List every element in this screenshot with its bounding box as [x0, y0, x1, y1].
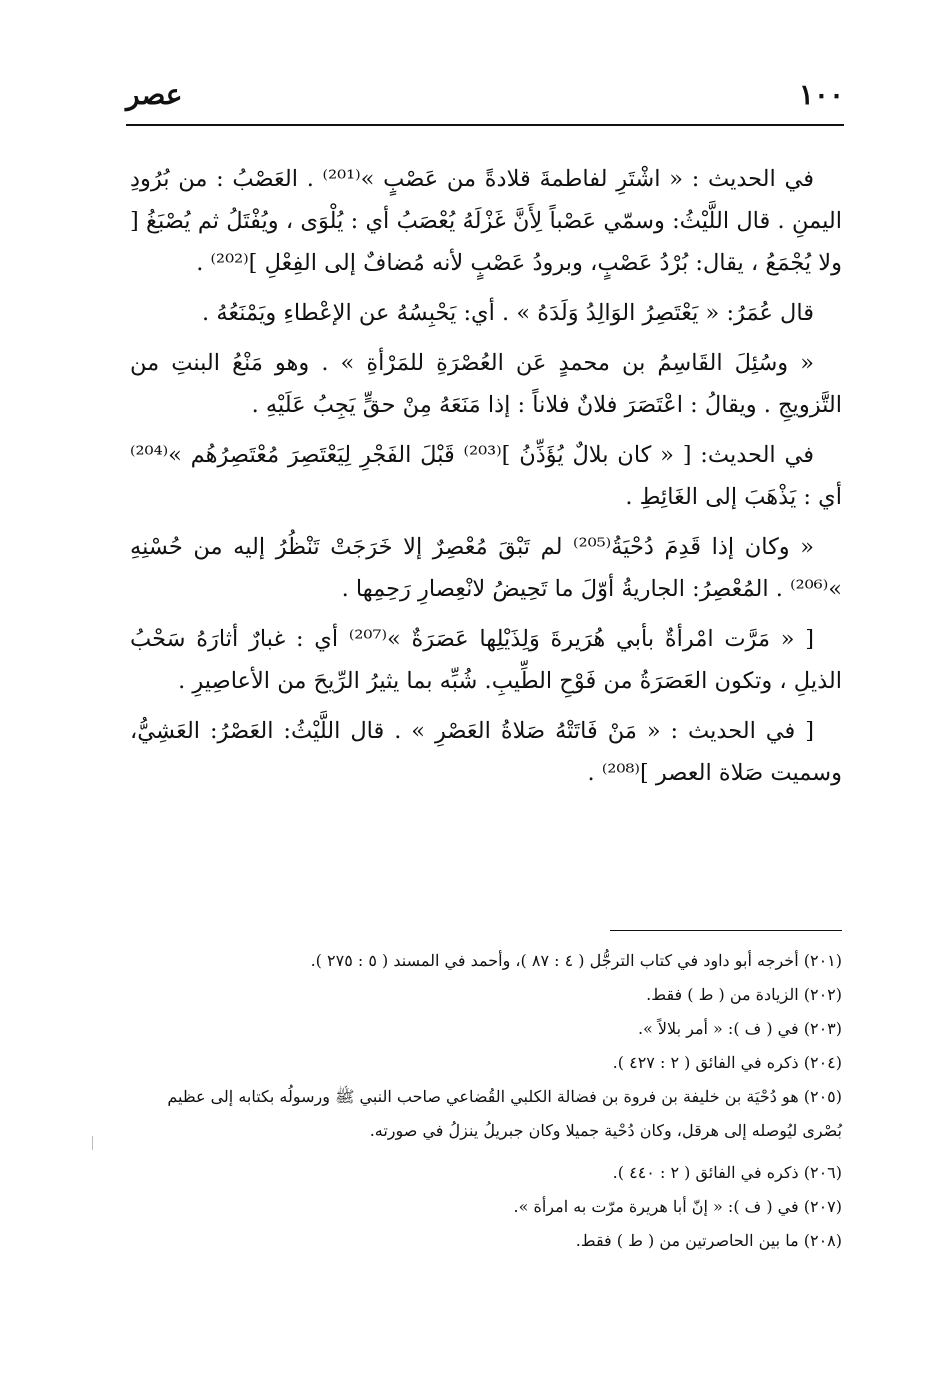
- header-rule: [126, 124, 844, 126]
- footnote: (٢٠٤) ذكره في الفائق ( ٢ : ٤٢٧ ).: [612, 1053, 842, 1072]
- footnote: (٢٠٧) في ( ف ): « إنّ أبا هريرة مرّت به امرأة ».: [513, 1197, 842, 1216]
- footnote-separator: [610, 930, 842, 931]
- main-text: [130, 158, 842, 802]
- footnote: (٢٠٢) الزيادة من ( ط ) فقط.: [646, 985, 842, 1004]
- paragraph: [ في الحديث : « مَنْ فَاتَتْهُ صَلاةُ العَصْرِ » . قال اللَّيْثُ: العَصْرُ: العَشِيُّ، وسميت صَلاة العصر ]⁽²⁰⁸⁾ .: [130, 718, 842, 786]
- footnote: (٢٠٣) في ( ف ): « أمر بلالاً ».: [637, 1019, 842, 1038]
- footnote: (٢٠٨) ما بين الحاصرتين من ( ط ) فقط.: [575, 1231, 842, 1250]
- page-header: [126, 78, 844, 118]
- footnote: (٢٠٥) هو دُحْيَة بن خليفة بن فروة بن فضالة الكلبي القُضاعي صاحب النبي ﷺ ورسولُه بكتابه إلى عظيم بُصْرى ليُوصله إلى هرقل، وكان دُحْية جميلا وكان جبريلُ ينزلُ في صورته.: [167, 1087, 842, 1140]
- paragraph: « وسُئِلَ القَاسِمُ بن محمدٍ عَن العُصْرَةِ للمَرْأةِ » . وهو مَنْعُ البنتِ من التَّزويجِ . ويقالُ : اعْتَصَرَ فلانٌ فلاناً : إذا مَنَعَهُ مِنْ حقٍّ يَجِبُ عَلَيْهِ .: [130, 350, 842, 418]
- footnotes: [130, 944, 842, 1258]
- paragraph: في الحديث : « اشْتَرِ لفاطمةَ قلادةً من عَصْبٍ »⁽²⁰¹⁾ . العَصْبُ : من بُرُودِ اليمنِ . قال اللَّيْثُ: وسمّي عَصْباً لِأَنَّ غَزْلَهُ يُعْصَبُ أي : يُلْوَى ، ويُفْتَلُ ثم يُصْبَغُ [ ولا يُجْمَعُ ، يقال: بُرْدُ عَصْبٍ، وبرودُ عَصْبٍ لأنه مُضافٌ إلى الفِعْلِ ]⁽²⁰²⁾ .: [130, 166, 842, 276]
- footnote: (٢٠٦) ذكره في الفائق ( ٢ : ٤٤٠ ).: [612, 1163, 842, 1182]
- paragraph: « وكان إذا قَدِمَ دُحْيَةُ⁽²⁰⁵⁾ لم تَبْقَ مُعْصِرٌ إلا خَرَجَتْ تَنْظُرُ إليه من حُسْنِهِ »⁽²⁰⁶⁾ . المُعْصِرُ: الجاريةُ أوّلَ ما تَحِيضُ لانْعِصارِ رَحِمِها .: [130, 534, 842, 602]
- page-number: ١٠٠: [798, 78, 844, 111]
- footnote: (٢٠١) أخرجه أبو داود في كتاب الترجُّل ( ٤ : ٨٧ )، وأحمد في المسند ( ٥ : ٢٧٥ ).: [310, 951, 842, 970]
- paragraph: في الحديث: [ « كان بلالٌ يُؤَذِّنُ ]⁽²⁰³⁾ قَبْلَ الفَجْرِ لِيَعْتَصِرَ مُعْتَصِرُهُم »⁽²⁰⁴⁾ أي : يَذْهَبَ إلى الغَائِطِ .: [130, 442, 842, 510]
- paragraph: [ « مَرَّت امْرأةٌ بأبي هُرَيرةَ وَلِذَيْلِها عَصَرَةٌ »⁽²⁰⁷⁾ أي : غبارٌ أثارَهُ سَحْبُ الذيلِ ، وتكون العَصَرَةُ من فَوْحِ الطِّيبِ. شُبِّه بما يثيرُ الرِّيحَ من الأعاصِيرِ .: [130, 626, 842, 694]
- paragraph: قال عُمَرُ: « يَعْتَصِرُ الوَالِدُ وَلَدَهُ » . أي: يَحْبِسُهُ عن الإعْطاءِ ويَمْنَعُهُ .: [202, 300, 814, 326]
- margin-mark: [92, 1136, 93, 1150]
- running-head: عصر: [126, 78, 183, 111]
